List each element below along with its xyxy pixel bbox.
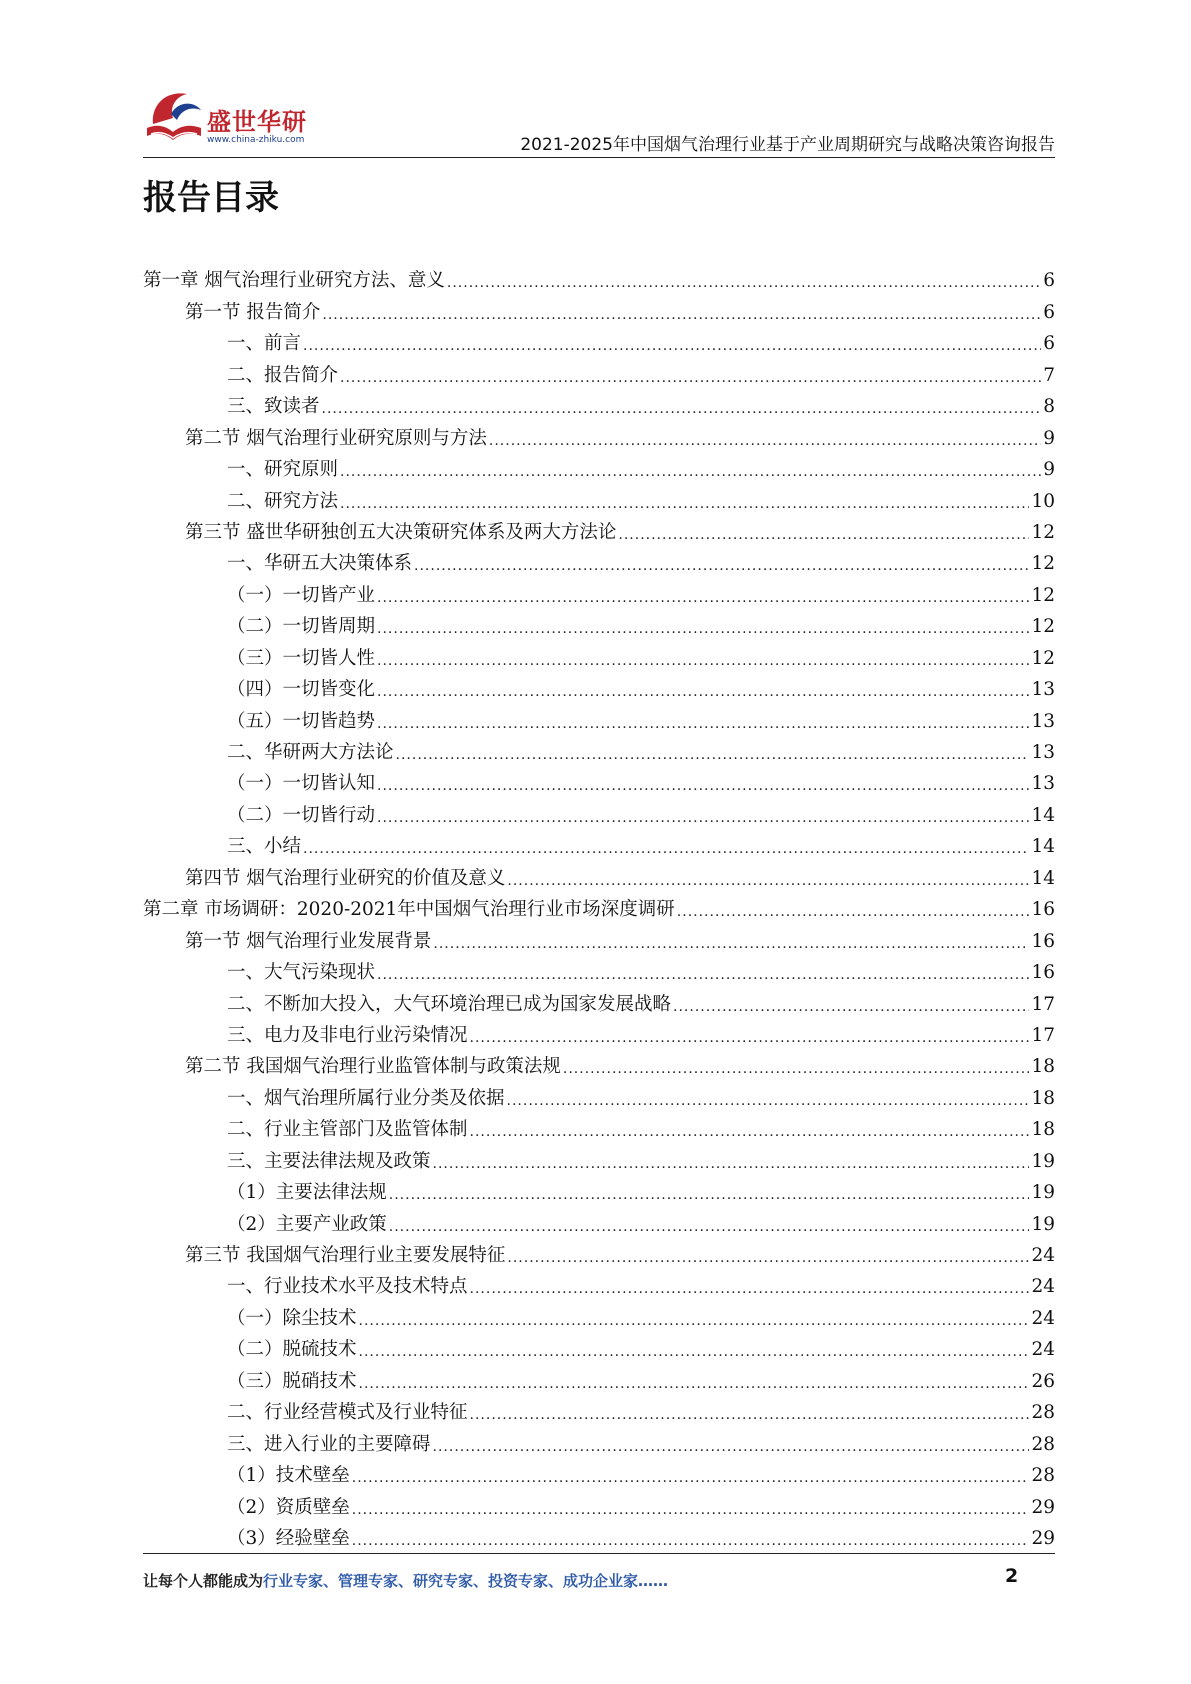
toc-dot-leader [470, 1028, 1030, 1048]
toc-entry[interactable] [143, 1205, 1055, 1236]
toc-entry-page: 24 [1031, 1307, 1055, 1329]
toc-entry[interactable] [143, 734, 1055, 765]
toc-entry[interactable] [143, 828, 1055, 859]
toc-dot-leader [389, 1217, 1030, 1237]
toc-entry[interactable] [143, 325, 1055, 356]
toc-entry[interactable] [143, 1299, 1055, 1330]
toc-entry-page: 6 [1043, 333, 1055, 355]
toc-entry-page: 16 [1031, 930, 1055, 952]
toc-dot-leader [322, 305, 1041, 325]
toc-entry-title: （2）资质壁垒 [227, 1496, 350, 1518]
toc-entry-title: 三、主要法律法规及政策 [227, 1150, 431, 1172]
toc-dot-leader [377, 808, 1029, 828]
toc-entry[interactable] [143, 1488, 1055, 1519]
toc-dot-leader [377, 651, 1029, 671]
toc-entry-page: 17 [1031, 1024, 1055, 1046]
toc-entry-page: 29 [1031, 1527, 1055, 1549]
toc-entry-page: 18 [1031, 1119, 1055, 1141]
toc-dot-leader [563, 1059, 1030, 1079]
toc-entry-title: 三、进入行业的主要障碍 [227, 1433, 431, 1455]
toc-dot-leader [433, 1154, 1030, 1174]
toc-entry-title: （一）除尘技术 [227, 1307, 357, 1329]
toc-entry-page: 17 [1031, 993, 1055, 1015]
toc-dot-leader [303, 839, 1029, 859]
toc-dot-leader [489, 431, 1041, 451]
toc-entry-page: 29 [1031, 1496, 1055, 1518]
toc-entry-page: 14 [1031, 804, 1055, 826]
toc-entry-page: 14 [1031, 836, 1055, 858]
toc-entry[interactable] [143, 1048, 1055, 1079]
toc-entry-page: 28 [1031, 1465, 1055, 1487]
toc-dot-leader [377, 965, 1029, 985]
toc-entry-page: 6 [1043, 270, 1055, 292]
toc-entry-title: （一）一切皆认知 [227, 773, 376, 795]
toc-entry-title: 第三节 我国烟气治理行业主要发展特征 [185, 1245, 506, 1266]
company-logo [143, 80, 323, 154]
toc-entry-title: 二、行业主管部门及监管体制 [227, 1119, 468, 1141]
toc-entry-page: 14 [1031, 867, 1055, 889]
toc-entry-page: 6 [1043, 301, 1055, 323]
toc-entry-title: （1）主要法律法规 [227, 1182, 387, 1204]
toc-entry-title: 一、大气污染现状 [227, 962, 376, 984]
toc-entry[interactable] [143, 765, 1055, 796]
toc-entry[interactable] [143, 482, 1055, 513]
toc-dot-leader [673, 997, 1029, 1017]
toc-entry[interactable] [143, 1268, 1055, 1299]
toc-entry[interactable] [143, 451, 1055, 482]
toc-entry-title: （二）脱硫技术 [227, 1339, 357, 1361]
toc-entry-page: 12 [1031, 647, 1055, 669]
logo-name: 盛世华研 [207, 108, 307, 136]
toc-entry[interactable] [143, 514, 1055, 545]
page-header [143, 80, 1055, 158]
toc-entry[interactable] [143, 702, 1055, 733]
toc-entry-title: 三、致读者 [227, 396, 320, 418]
toc-entry-page: 26 [1031, 1370, 1055, 1392]
toc-entry[interactable] [143, 1394, 1055, 1425]
toc-entry-page: 24 [1031, 1339, 1055, 1361]
toc-dot-leader [377, 776, 1029, 796]
footer-slogan-highlight: 行业专家、管理专家、研究专家、投资专家、成功企业家…… [263, 1572, 669, 1590]
toc-entry[interactable] [143, 1174, 1055, 1205]
toc-entry[interactable] [143, 356, 1055, 387]
toc-dot-leader [377, 714, 1029, 734]
toc-entry-page: 28 [1031, 1433, 1055, 1455]
toc-entry-page: 13 [1031, 679, 1055, 701]
toc-dot-leader [359, 1374, 1030, 1394]
toc-dot-leader [414, 556, 1029, 576]
toc-dot-leader [470, 1122, 1030, 1142]
toc-entry-page: 8 [1043, 396, 1055, 418]
toc-entry[interactable] [143, 639, 1055, 670]
toc-dot-leader [618, 525, 1029, 545]
toc-entry-title: 第三节 盛世华研独创五大决策研究体系及两大方法论 [185, 521, 617, 543]
logo-book-icon [143, 84, 205, 150]
toc-entry-page: 12 [1031, 521, 1055, 543]
toc-entry[interactable] [143, 922, 1055, 953]
toc-entry[interactable] [143, 1331, 1055, 1362]
toc-entry[interactable] [143, 891, 1055, 922]
toc-entry-title: 第二节 烟气治理行业研究原则与方法 [185, 427, 487, 449]
toc-entry[interactable] [143, 859, 1055, 890]
toc-entry-page: 28 [1031, 1402, 1055, 1424]
toc-entry-title: 一、烟气治理所属行业分类及依据 [227, 1087, 505, 1109]
toc-dot-leader [507, 1091, 1030, 1111]
toc-entry-page: 24 [1031, 1245, 1055, 1266]
toc-dot-leader [377, 682, 1029, 702]
toc-entry-title: 二、报告简介 [227, 364, 339, 386]
toc-dot-leader [352, 1531, 1030, 1551]
toc-entry-title: （三）脱硝技术 [227, 1370, 357, 1392]
toc-entry-title: 第一节 报告简介 [185, 301, 321, 323]
toc-entry-page: 12 [1031, 584, 1055, 606]
toc-dot-leader [433, 934, 1029, 954]
toc-entry[interactable] [143, 985, 1055, 1016]
toc-dot-leader [359, 1311, 1030, 1331]
toc-entry-title: （二）一切皆周期 [227, 616, 376, 638]
toc-entry[interactable] [143, 1362, 1055, 1393]
footer-slogan [143, 1570, 668, 1591]
toc-entry-title: （2）主要产业政策 [227, 1213, 387, 1235]
toc-dot-leader [507, 1248, 1029, 1268]
toc-dot-leader [433, 1437, 1030, 1457]
toc-entry-page: 18 [1031, 1087, 1055, 1109]
toc-entry-page: 19 [1031, 1213, 1055, 1235]
toc-entry-page: 19 [1031, 1150, 1055, 1172]
toc-dot-leader [447, 273, 1041, 293]
toc-entry-title: （五）一切皆趋势 [227, 710, 376, 732]
toc-entry-title: 第二章 市场调研：2020-2021年中国烟气治理行业市场深度调研 [143, 899, 675, 921]
toc-entry-title: 三、小结 [227, 836, 302, 858]
page-number: 2 [1005, 1565, 1019, 1587]
toc-entry-page: 24 [1031, 1276, 1055, 1298]
toc-entry[interactable] [143, 1079, 1055, 1110]
toc-entry[interactable] [143, 1237, 1055, 1268]
toc-dot-leader [389, 1185, 1030, 1205]
toc-dot-leader [677, 902, 1030, 922]
toc-dot-leader [340, 462, 1041, 482]
toc-dot-leader [470, 1405, 1030, 1425]
toc-dot-leader [340, 368, 1041, 388]
toc-dot-leader [352, 1500, 1030, 1520]
toc-entry-title: 三、电力及非电行业污染情况 [227, 1024, 468, 1046]
toc-entry[interactable] [143, 1520, 1055, 1551]
toc-entry-title: 二、研究方法 [227, 490, 339, 512]
toc-dot-leader [359, 1342, 1030, 1362]
toc-entry[interactable] [143, 419, 1055, 450]
toc-entry-title: （二）一切皆行动 [227, 804, 376, 826]
toc-entry-page: 13 [1031, 742, 1055, 763]
toc-entry-page: 7 [1043, 364, 1055, 386]
toc-entry-title: 一、前言 [227, 333, 302, 355]
toc-entry-page: 12 [1031, 616, 1055, 638]
toc-entry[interactable] [143, 954, 1055, 985]
toc-dot-leader [352, 1468, 1030, 1488]
toc-entry[interactable] [143, 1017, 1055, 1048]
toc-entry[interactable] [143, 576, 1055, 607]
toc-entry[interactable] [143, 796, 1055, 827]
toc-entry-page: 9 [1043, 459, 1055, 481]
toc-entry[interactable] [143, 671, 1055, 702]
logo-url: www.china-zhiku.com [207, 135, 305, 145]
toc-entry[interactable] [143, 1425, 1055, 1456]
toc-entry[interactable] [143, 1457, 1055, 1488]
table-of-contents [143, 262, 1055, 1551]
toc-dot-leader [377, 619, 1029, 639]
toc-entry-page: 18 [1031, 1056, 1055, 1078]
toc-entry-title: （一）一切皆产业 [227, 584, 376, 606]
page-title: 报告目录 [143, 178, 279, 218]
toc-entry-title: 第一章 烟气治理行业研究方法、意义 [143, 270, 445, 292]
toc-entry-page: 13 [1031, 773, 1055, 795]
toc-entry[interactable] [143, 1111, 1055, 1142]
toc-entry-title: 一、研究原则 [227, 459, 339, 481]
toc-entry-title: 第一节 烟气治理行业发展背景 [185, 930, 432, 952]
toc-dot-leader [470, 1279, 1030, 1299]
toc-dot-leader [303, 336, 1041, 356]
toc-entry-title: （三）一切皆人性 [227, 647, 376, 669]
toc-dot-leader [322, 399, 1042, 419]
header-divider [143, 157, 1055, 158]
toc-entry-title: 第四节 烟气治理行业研究的价值及意义 [185, 867, 506, 889]
toc-entry[interactable] [143, 1142, 1055, 1173]
footer-divider [143, 1553, 1055, 1554]
toc-dot-leader [507, 871, 1029, 891]
toc-entry-title: 一、行业技术水平及技术特点 [227, 1276, 468, 1298]
report-title: 2021-2025年中国烟气治理行业基于产业周期研究与战略决策咨询报告 [520, 135, 1055, 155]
toc-entry-title: 二、华研两大方法论 [227, 742, 394, 763]
toc-dot-leader [377, 588, 1029, 608]
footer-slogan-prefix: 让每个人都能成为 [143, 1572, 264, 1590]
toc-entry-page: 10 [1031, 490, 1055, 512]
toc-dot-leader [340, 494, 1029, 514]
toc-entry-page: 16 [1031, 962, 1055, 984]
toc-entry-title: 二、行业经营模式及行业特征 [227, 1402, 468, 1424]
toc-entry[interactable] [143, 608, 1055, 639]
toc-entry-page: 16 [1031, 899, 1055, 921]
toc-entry-page: 9 [1043, 427, 1055, 449]
toc-entry-page: 19 [1031, 1182, 1055, 1204]
toc-entry-title: （1）技术壁垒 [227, 1465, 350, 1487]
toc-entry-title: 二、不断加大投入，大气环境治理已成为国家发展战略 [227, 993, 672, 1015]
toc-entry-title: （3）经验壁垒 [227, 1527, 350, 1549]
toc-entry[interactable] [143, 262, 1055, 293]
toc-entry-page: 13 [1031, 710, 1055, 732]
toc-entry-page: 12 [1031, 553, 1055, 575]
toc-entry-title: 第二节 我国烟气治理行业监管体制与政策法规 [185, 1056, 561, 1078]
toc-entry[interactable] [143, 293, 1055, 324]
toc-entry[interactable] [143, 545, 1055, 576]
toc-entry-title: （四）一切皆变化 [227, 679, 376, 701]
toc-entry-title: 一、华研五大决策体系 [227, 553, 413, 575]
toc-entry[interactable] [143, 388, 1055, 419]
toc-dot-leader [396, 745, 1030, 765]
